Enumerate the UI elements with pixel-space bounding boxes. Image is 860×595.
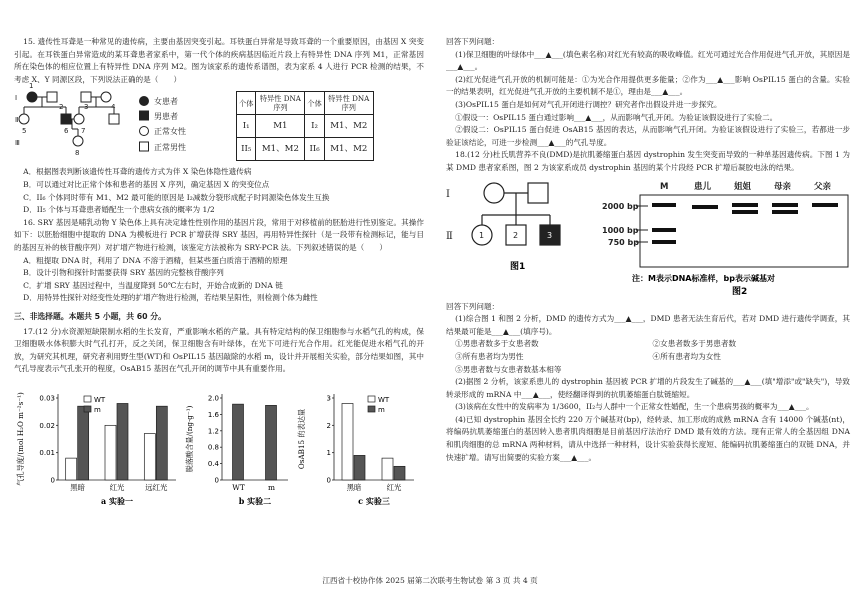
table-cell: M1、M2 bbox=[324, 138, 373, 161]
legend-female-patient: 女患者 bbox=[154, 97, 178, 107]
q18-part-1: (1)综合图 1 和图 2 分析，DMD 的遗传方式为___▲___，DMD 患者无法生育后代，若对 DMD 进行遗传学调查，其结果最可能是___▲___(填序号)。 bbox=[446, 314, 850, 336]
band bbox=[772, 210, 798, 214]
q15-option-a: A．根据图表判断该遗传性耳聋的遗传方式为伴 X 染色体隐性遗传病 bbox=[23, 167, 252, 177]
bar bbox=[382, 458, 393, 480]
ind-4: 4 bbox=[111, 103, 116, 112]
table-cell: II₅ bbox=[237, 138, 256, 161]
bar bbox=[156, 406, 167, 480]
panel-label: c 实验三 bbox=[358, 495, 390, 506]
table-cell: M1 bbox=[256, 115, 305, 138]
chart-experiment-3 bbox=[296, 380, 424, 520]
left-column bbox=[14, 36, 424, 522]
dmd-pedigree bbox=[446, 179, 596, 297]
ind-8: 8 bbox=[75, 149, 80, 158]
y-axis-label: 脱落酸含量/(ng·g⁻¹) bbox=[185, 405, 194, 473]
y-tick-label: 0.01 bbox=[39, 449, 55, 458]
legend-label: m bbox=[378, 405, 385, 414]
page-footer: 江西省十校协作体 2025 届第二次联考生物试卷 第 3 页 共 4 页 bbox=[322, 576, 538, 585]
y-tick-label: 0.4 bbox=[207, 459, 219, 468]
lane-patient: 患儿 bbox=[694, 181, 712, 192]
band bbox=[652, 203, 676, 207]
q18-part-2: (2)据图 2 分析，该家系患儿的 dystrophin 基因被 PCR 扩增的片段发生了碱基的___▲___(填"增添"或"缺失")，导致转录形成的 mRNA 中___▲___，使经翻译得到的抗肌萎缩蛋白肽链缩短。 bbox=[446, 377, 850, 399]
band bbox=[692, 205, 718, 209]
bar bbox=[266, 405, 277, 480]
answer-intro-2: 回答下列问题： bbox=[446, 301, 500, 311]
ind-5: 5 bbox=[22, 127, 27, 136]
bp-750: 750 bp bbox=[608, 237, 639, 247]
q18-opt: ③所有患者均为男性 bbox=[455, 351, 524, 361]
q15-option-b: B．可以通过对比正常个体和患者的基因 X 序列，确定基因 X 的突变位点 bbox=[23, 179, 270, 189]
q17-part-2: (2)红光促进气孔开放的机制可能是：①为光合作用提供更多能量；②作为___▲___影响 OsPIL15 蛋白的含量。实验一的结果表明，红光促进气孔开放的主要机制不是①，理由是___▲___。 bbox=[446, 74, 850, 97]
x-tick-label: 黑暗 bbox=[346, 482, 362, 492]
ind-6: 6 bbox=[64, 127, 69, 136]
q18-opt: ⑤男患者数与女患者数基本相等 bbox=[455, 364, 562, 374]
y-tick-label: 0.8 bbox=[207, 443, 219, 452]
legend-label: WT bbox=[378, 395, 390, 404]
ind-7: 7 bbox=[81, 127, 86, 136]
dmd-ind-3: 3 bbox=[547, 230, 553, 240]
bar bbox=[354, 455, 365, 480]
legend-label: WT bbox=[94, 395, 106, 404]
lane-mother: 母亲 bbox=[774, 181, 792, 192]
y-axis-label: OsAB15 的表达量 bbox=[297, 408, 306, 469]
chart-experiment-2 bbox=[184, 380, 294, 520]
legend-swatch bbox=[84, 406, 91, 412]
gen-label-3: Ⅲ bbox=[15, 139, 20, 148]
dmd-gen-1: Ⅰ bbox=[446, 188, 450, 200]
panel-label: a 实验一 bbox=[101, 495, 133, 506]
section-3-heading: 三、非选择题。本题共 5 小题，共 60 分。 bbox=[14, 311, 166, 321]
table-header-1: 个体 bbox=[237, 92, 256, 115]
panel-label: b 实验二 bbox=[238, 495, 272, 506]
table-cell: I₁ bbox=[237, 115, 256, 138]
ind-3: 3 bbox=[84, 103, 89, 112]
x-tick-label: 红光 bbox=[109, 482, 125, 492]
q17-hypothesis-1: ①假设一：OsPIL15 蛋白通过影响___▲___，从而影响气孔开闭。为验证该假设进行了实验二。 bbox=[455, 112, 778, 122]
ind-1: 1 bbox=[29, 82, 34, 91]
y-tick-label: 0 bbox=[326, 476, 331, 485]
y-tick-label: 0.02 bbox=[39, 421, 55, 430]
band bbox=[732, 210, 758, 214]
band bbox=[812, 203, 838, 207]
band bbox=[652, 240, 676, 244]
lane-m: M bbox=[660, 181, 669, 192]
q18-part-4: (4)已知 dystrophin 基因全长约 220 万个碱基对(bp)，经转录、加工形成的成熟 mRNA 含有 14000 个碱基(nt)，将编码抗肌萎缩蛋白的基因转入患者肌肉细胞是目前基因疗法治疗 DMD 最有效的方法。现有正常人的全基因组 DNA 和肌肉细胞的总 mRNA 两种材料，请从中选择一种材料，设计实验获得长度短、能编码抗肌萎缩蛋白的双链 DNA，并快速扩增。请写出简要的实验方案___▲___。 bbox=[446, 414, 850, 462]
dmd-gen-2: Ⅱ bbox=[446, 230, 453, 242]
q18-options bbox=[446, 338, 850, 376]
band bbox=[652, 228, 676, 232]
q16-stem: 16. SRY 基因是哺乳动物 Y 染色体上具有决定雄性性别作用的基因片段，常用于对移植前的胚胎进行性别鉴定。其操作如下：以胚胎细胞中提取的 DNA 为模板进行 PCR 扩增获得 SRY 基因，再用特异性探针（是一段带有检测标记，能与目的基因互补的核苷酸序列）对扩增产物进行检测，该鉴定方法被称为 SRY-PCR 法。下列叙述错误的是（ ） bbox=[14, 217, 424, 252]
dmd-ind-1: 1 bbox=[479, 230, 485, 240]
gen-label-1: Ⅰ bbox=[15, 94, 18, 103]
bar bbox=[78, 406, 89, 480]
x-tick-label: 红光 bbox=[386, 482, 402, 492]
q15-stem: 15. 遗传性耳聋是一种常见的遗传病，主要由基因突变引起。耳铁蛋白异常是导致耳聋的一个重要原因，由基因 X 突变引起。在耳铁蛋白异常造成的某耳聋患者家系中，第一代个体的疾病基因临近片段上有特异性 DNA 序列 M1，正常基因所在染色体的相应位置上有特异性 DNA 序列 M2。图为该家系的遗传系谱图，表为家系 4 人进行 PCR 检测的结果，不考虑 X、Y 同源区段，下列说法正确的是（ ） bbox=[14, 37, 424, 84]
gen-label-2: Ⅱ bbox=[15, 116, 19, 125]
q18-opt: ②女患者数多于男患者数 bbox=[652, 339, 737, 349]
lane-father: 父亲 bbox=[814, 181, 832, 192]
y-tick-label: 1 bbox=[326, 449, 331, 458]
y-axis-label: 气孔导度/(mol H₂O m⁻²s⁻¹) bbox=[16, 392, 25, 486]
q15-figure bbox=[14, 82, 424, 163]
q18-figures bbox=[446, 179, 850, 297]
answer-intro: 回答下列问题： bbox=[446, 37, 500, 46]
q17-part-1: (1)保卫细胞的叶绿体中___▲___(填色素名称)对红光有较高的吸收峰值。红光可通过光合作用促进气孔开放，其原因是___▲___。 bbox=[446, 49, 850, 72]
q17-part-3: (3)OsPIL15 蛋白是如何对气孔开闭进行调控？研究者作出假设并进一步探究。 bbox=[455, 99, 722, 109]
dmd-ind-2: 2 bbox=[513, 230, 519, 240]
bar bbox=[66, 458, 77, 480]
y-tick-label: 0 bbox=[214, 476, 219, 485]
q18-opt: ①男患者数多于女患者数 bbox=[455, 339, 539, 349]
legend-label: m bbox=[94, 405, 101, 414]
bp-1000: 1000 bp bbox=[602, 225, 639, 235]
q15-option-c: C．II₆ 个体同时带有 M1、M2 最可能的原因是 I₂减数分裂形成配子时同源染色体发生互换 bbox=[23, 192, 330, 202]
ind-2: 2 bbox=[59, 103, 64, 112]
y-tick-label: 0 bbox=[50, 476, 55, 485]
y-tick-label: 2 bbox=[326, 421, 331, 430]
dmd-gel bbox=[602, 179, 850, 297]
bar bbox=[233, 404, 244, 480]
bar bbox=[342, 403, 353, 480]
band bbox=[772, 203, 798, 207]
bar bbox=[394, 466, 405, 480]
legend-normal-male: 正常男性 bbox=[154, 143, 186, 153]
q18-stem: 18.(12 分)杜氏肌营养不良(DMD)是抗肌萎缩蛋白基因 dystrophin 发生突变而导致的一种单基因遗传病。下图 1 为某 DMD 患者家系图，图 2 为该家系成员 dystrophin 基因的某个片段经 PCR 扩增后凝胶电泳的结果。 bbox=[446, 150, 850, 172]
y-tick-label: 1.2 bbox=[207, 427, 219, 436]
y-tick-label: 0.03 bbox=[39, 394, 55, 403]
y-tick-label: 2.0 bbox=[207, 394, 219, 403]
q15-pedigree bbox=[14, 82, 244, 163]
y-tick-label: 3 bbox=[326, 394, 331, 403]
table-cell: M1、M2 bbox=[256, 138, 305, 161]
chart-experiment-1 bbox=[14, 380, 184, 520]
legend-normal-female: 正常女性 bbox=[154, 127, 186, 137]
bar bbox=[117, 403, 128, 480]
x-tick-label: 黑暗 bbox=[70, 482, 86, 492]
x-tick-label: m bbox=[267, 482, 276, 492]
q16-option-a: A．粗提取 DNA 时，利用了 DNA 不溶于酒精，但某些蛋白质溶于酒精的原理 bbox=[23, 255, 288, 265]
table-header-2: 特异性 DNA 序列 bbox=[256, 92, 305, 115]
table-cell: M1、M2 bbox=[324, 115, 373, 138]
q18-opt: ④所有患者均为女性 bbox=[652, 351, 721, 361]
bar bbox=[144, 433, 155, 479]
x-tick-label: 远红光 bbox=[145, 482, 168, 492]
table-header-3: 个体 bbox=[305, 92, 324, 115]
bp-2000: 2000 bp bbox=[602, 201, 639, 211]
legend-swatch bbox=[368, 396, 375, 402]
q15-pcr-table bbox=[236, 91, 374, 161]
band bbox=[732, 203, 758, 207]
q15-option-d: D．II₅ 个体与耳聋患者婚配生一个患病女孩的概率为 1/2 bbox=[23, 205, 215, 215]
table-cell: I₂ bbox=[305, 115, 324, 138]
legend-swatch bbox=[84, 396, 91, 402]
bar bbox=[105, 425, 116, 480]
fig2-label: 图2 bbox=[732, 286, 748, 297]
q17-charts bbox=[14, 380, 424, 522]
q17-stem: 17.(12 分)水资源短缺限制水稻的生长发育，严重影响水稻的产量。具有特定结构的保卫细胞参与水稻气孔的构成，保卫细胞吸水体积膨大时气孔打开，反之关闭，保卫细胞含有叶绿体，在光下可进行光合作用。红光能促进水稻气孔的开放，为研究其机理，研究者利用野生型(WT)和 OsPIL15 基因敲除的水稻 m，设计并开展相关实验，部分结果如图，其中气孔导度表示气孔张开的程度，OsAB15 基因在气孔开闭的调节中具有重要作用。 bbox=[14, 326, 424, 374]
q16-option-d: D．用特异性探针对经变性处理的扩增产物进行检测，若结果呈阳性，则检测个体为雌性 bbox=[23, 293, 318, 303]
q17-hypothesis-2: ②假设二：OsPIL15 蛋白促进 OsAB15 基因的表达，从而影响气孔开闭。为验证该假设进行了实验三，若都进一步验证该结论，可进一步检测___▲___的气孔导度。 bbox=[446, 125, 850, 147]
lane-sister: 姐姐 bbox=[734, 181, 752, 192]
x-tick-label: WT bbox=[232, 482, 245, 492]
q18-part-3: (3)该病在女性中的发病率为 1/3600，II₂与人群中一个正常女性婚配，生一个患病男孩的概率为___▲___。 bbox=[455, 402, 814, 412]
fig2-note: 注：M表示DNA标准样，bp表示碱基对 bbox=[632, 273, 775, 283]
right-column bbox=[446, 36, 850, 464]
y-tick-label: 1.6 bbox=[207, 410, 219, 419]
table-cell: II₆ bbox=[305, 138, 324, 161]
fig1-label: 图1 bbox=[510, 261, 526, 272]
q16-option-b: B．设计引物和探针时需要获得 SRY 基因的完整核苷酸序列 bbox=[23, 268, 224, 278]
legend-male-patient: 男患者 bbox=[154, 112, 178, 122]
table-header-4: 特异性 DNA 序列 bbox=[324, 92, 373, 115]
legend-swatch bbox=[368, 406, 375, 412]
q16-option-c: C．扩增 SRY 基因过程中，当温度降到 50℃左右时，开始合成新的 DNA 链 bbox=[23, 280, 283, 290]
